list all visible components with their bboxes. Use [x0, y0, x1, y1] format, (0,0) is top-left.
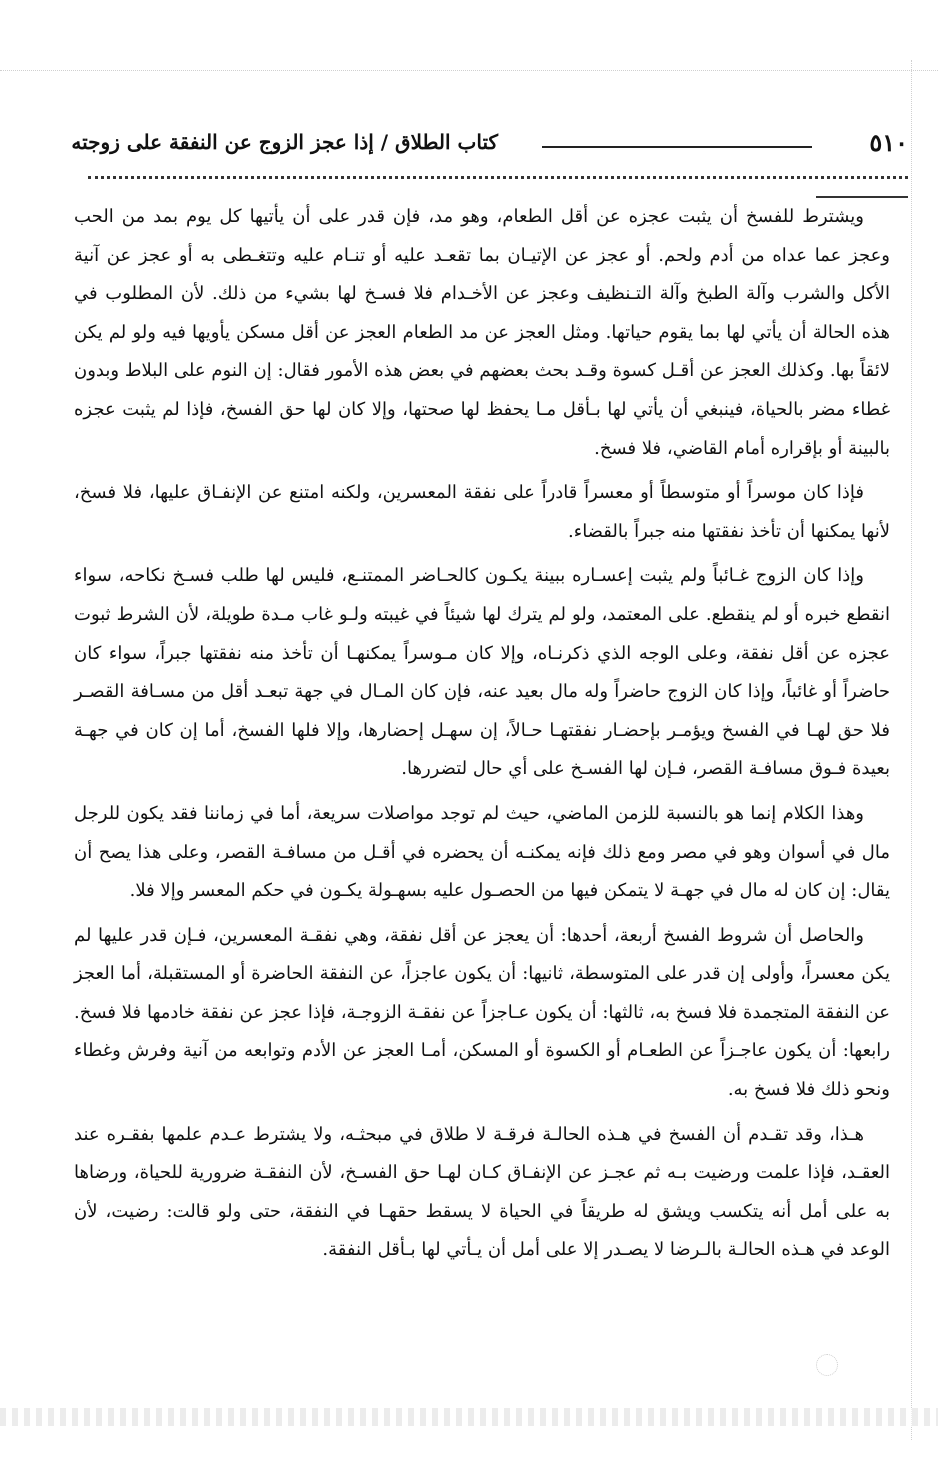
page-body — [74, 198, 890, 1276]
paragraph: ويشترط للفسخ أن يثبت عجزه عن أقل الطعام، وهو مد، فإن قدر على أن يأتيها كل يوم بمد من الحب وعجز عما عداه من أدم ولحم. أو عجز عن الإتيـان بما تقعـد عليه أو تنـام عليه وتتغـطى به أو عجز عن آنية الأكل والشرب وآلة الطبخ وآلة التـنظيف وعجز عن الأخـدام فلا فسـخ لها بشيء من ذلك. لأن المطلوب في هذه الحالة أن يأتي لها بما يقوم حياتها. ومثل العجز عن مد الطعام العجز عن أقل مسكن يأويها فيه ولو لم يكن لائقاً بها. وكذلك العجز عن أقـل كسوة وقـد بحث بعضهم في بعض هذه الأمور فقال: إن النوم على البلاط وبدون غطاء مضر بالحياة، فينبغي أن يأتي لها بـأقل مـا يحفظ لها صحتها، وإلا كان لها حق الفسخ، فإذا لم يثبت عجزه بالبينة أو بإقراره أمام القاضي، فلا فسخ. — [74, 206, 890, 459]
paragraph: فإذا كان موسراً أو متوسطاً أو معسراً قادراً على نفقة المعسرين، ولكنه امتنع عن الإنفـاق عليها، فلا فسخ، لأنها يمكنها أن تأخذ نفقتها منه جبراً بالقضاء. — [74, 482, 890, 542]
paragraph: وإذا كان الزوج غـائباً ولم يثبت إعسـاره ببينة يكـون كالحـاضر الممتنـع، فليس لها طلب فسـخ نكاحه، سواء انقطع خبره أو لم ينقطع. على المعتمد، ولو لم يترك لها شيئاً في غيبته ولـو غاب مـدة طويلة، لأن الشرط ثبوت عجزه عن أقل نفقة، وعلى الوجه الذي ذكرنـاه، وإلا كان مـوسراً يمكنهـا أن تأخذ منه نفقتها جبراً، سواء كان حاضراً أو غائباً، وإذا كان الزوج حاضراً وله مال بعيد عنه، فإن كان المـال في جهة تبعـد أقل من مسـافة القصـر فلا حق لهـا في الفسخ ويؤمـر بإحضـار نفقتهـا حـالاً، إن سهـل إحضارها، وإلا فلها الفسخ، أما إن كان في جهـة بعيدة فـوق مسافـة القصر، فـإن لها الفسـخ على أي حال لتضررها. — [74, 565, 890, 780]
page-scan-bottom-border — [0, 1408, 938, 1426]
paragraph: هـذا، وقد تقـدم أن الفسخ في هـذه الحالـة فرقـة لا طلاق في مبحثـه، ولا يشترط عـدم علمها بفقـره عند العقـد، فإذا علمت ورضيت بـه ثم عجـز عن الإنفـاق كـان لهـا حق الفسـخ، لأن النفقـة ضرورية للحياة، ورضاها به على أمل أنه يتكسب ويشق له طريقاً في الحياة لا يسقط حقهـا في النفقة، حتى ولو قالت: رضيت، لأن الوعد في هـذه الحالـة بالـرضا لا يصـدر إلا على أمل أن يـأتي لها بـأقل النفقة. — [74, 1123, 890, 1261]
page-scan-top-border — [0, 0, 938, 71]
header-dotted-rule — [88, 176, 908, 187]
page-scan-right-border — [911, 60, 938, 1440]
paragraph: والحاصل أن شروط الفسخ أربعة، أحدها: أن يعجز عن أقل نفقة، وهي نفقـة المعسرين، فـإن قدر عليها لم يكن معسراً، وأولى إن قدر على المتوسطة، ثانيها: أن يكون عاجزاً، عن النفقة الحاضرة أو المستقبلة، أما العجز عن النفقة المتجمدة فلا فسخ به، ثالثها: أن يكون عـاجزاً عن نفقـة الزوجـة، فإذا عجز عن نفقة خادمها فلا فسخ. رابعها: أن يكون عاجـزاً عن الطعـام أو الكسوة أو المسكن، أمـا العجز عن الأدم وتوابعه من آنية وفرش وغطاء ونحو ذلك فلا فسخ به. — [74, 924, 890, 1101]
scan-speck — [816, 1354, 838, 1376]
paragraph: وهذا الكلام إنما هو بالنسبة للزمن الماضي، حيث لم توجد مواصلات سريعة، أما في زماننا فقد يكون للرجل مال في أسوان وهو في مصر ومع ذلك فإنه يمكنـه أن يحضره في أقـل من مسافـة القصر، وعلى هذا يصح أن يقال: إن كان له مال في جهـة لا يتمكن فيها من الحصـول عليه بسهـولة يكـون في حكم المعسر وإلا فلا. — [74, 802, 890, 902]
header-rule — [542, 146, 812, 148]
running-header — [70, 118, 908, 162]
page-number: ٥١٠ — [869, 128, 908, 157]
header-title: كتاب الطلاق / إذا عجز الزوج عن النفقة على زوجته — [71, 130, 498, 154]
